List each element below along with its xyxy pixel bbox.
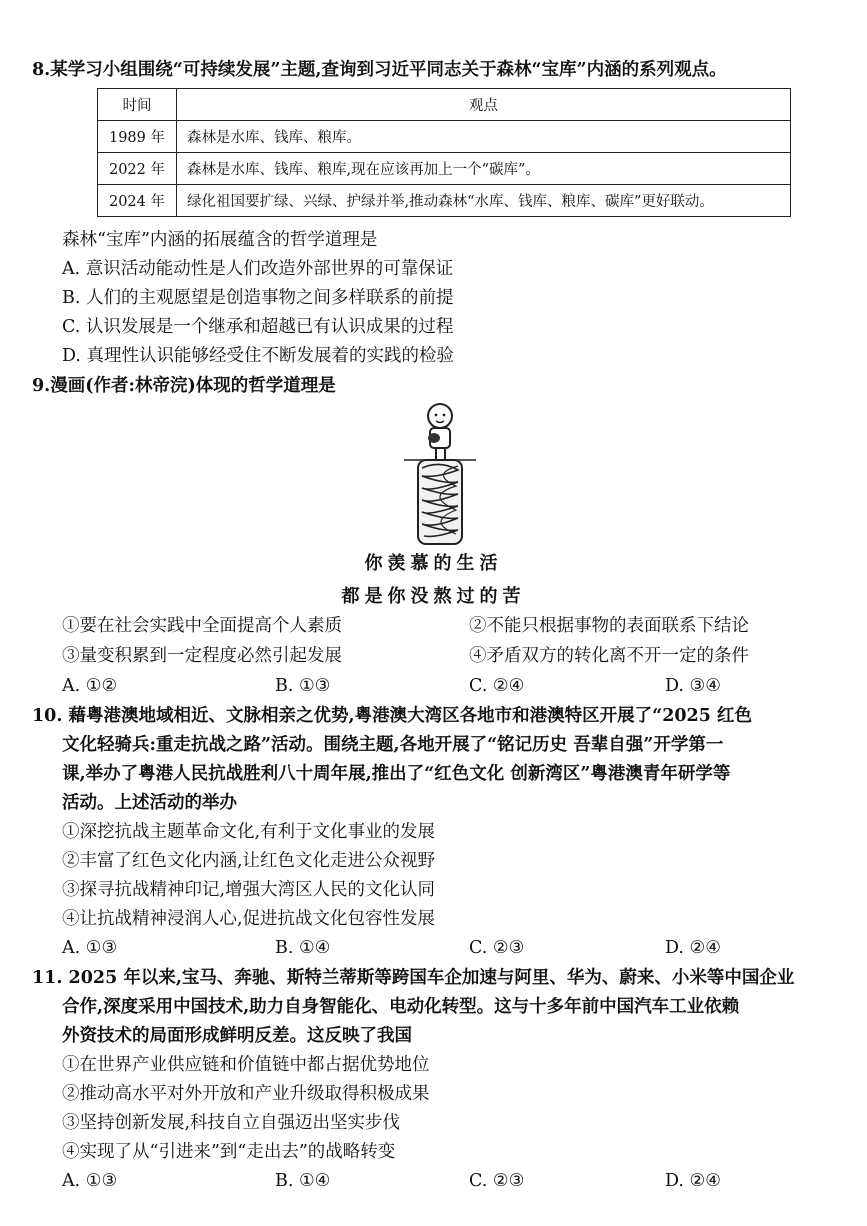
table-cell-year: 1989 年 [98, 121, 177, 153]
q11-choice-a[interactable]: A. ①③ [62, 1171, 118, 1191]
q9-statement-3: ③量变积累到一定程度必然引起发展 [62, 646, 342, 666]
table-row [98, 185, 791, 217]
q9-choice-b[interactable]: B. ①③ [275, 676, 331, 696]
q11-choice-c[interactable]: C. ②③ [469, 1171, 525, 1191]
table-cell-view: 森林是水库、钱库、粮库,现在应该再加上一个“碳库”。 [177, 153, 791, 185]
q8-option-d[interactable]: D. 真理性认识能够经受住不断发展着的实践的检验 [62, 346, 455, 366]
q9-statement-1: ①要在社会实践中全面提高个人素质 [62, 616, 342, 636]
q10-statement-4: ④让抗战精神浸润人心,促进抗战文化包容性发展 [62, 909, 436, 929]
cartoon-caption-line2: 都是你没熬过的苦 [341, 586, 526, 607]
table-cell-year: 2024 年 [98, 185, 177, 217]
q10-choice-d[interactable]: D. ②④ [665, 938, 721, 958]
table-cell-view: 绿化祖国要扩绿、兴绿、护绿并举,推动森林“水库、钱库、粮库、碳库”更好联动。 [177, 185, 791, 217]
table-row [98, 121, 791, 153]
q11-stem-line2: 合作,深度采用中国技术,助力自身智能化、电动化转型。这与十多年前中国汽车工业依赖 [62, 997, 740, 1017]
q11-stem-line1: 11. 2025 年以来,宝马、奔驰、斯特兰蒂斯等跨国车企加速与阿里、华为、蔚来、小米等中国企业 [32, 968, 795, 988]
q8-table [97, 88, 791, 217]
q10-stem-line4: 活动。上述活动的举办 [62, 793, 237, 813]
cartoon-illustration [400, 398, 480, 548]
q10-stem-line1: 10. 藉粤港澳地域相近、文脉相亲之优势,粤港澳大湾区各地市和港澳特区开展了“2025 红色 [32, 706, 752, 726]
table-header-time: 时间 [98, 89, 177, 121]
q11-statement-2: ②推动高水平对外开放和产业升级取得积极成果 [62, 1084, 430, 1104]
q10-statement-1: ①深挖抗战主题革命文化,有利于文化事业的发展 [62, 822, 436, 842]
q10-statement-2: ②丰富了红色文化内涵,让红色文化走进公众视野 [62, 851, 436, 871]
q8-option-b[interactable]: B. 人们的主观愿望是创造事物之间多样联系的前提 [62, 288, 454, 308]
q9-choice-a[interactable]: A. ①② [62, 676, 118, 696]
q10-stem-line3: 课,举办了粤港人民抗战胜利八十周年展,推出了“红色文化 创新湾区”粤港澳青年研学等 [62, 764, 731, 784]
q11-stem-line3: 外资技术的局面形成鲜明反差。这反映了我国 [62, 1026, 412, 1046]
q10-stem-line2: 文化轻骑兵:重走抗战之路”活动。围绕主题,各地开展了“铭记历史 吾辈自强”开学第一 [62, 735, 724, 755]
q11-choice-d[interactable]: D. ②④ [665, 1171, 721, 1191]
q9-choice-d[interactable]: D. ③④ [665, 676, 721, 696]
table-row [98, 153, 791, 185]
q11-statement-4: ④实现了从“引进来”到“走出去”的战略转变 [62, 1142, 396, 1162]
q9-statement-4: ④矛盾双方的转化离不开一定的条件 [469, 646, 749, 666]
q11-statement-1: ①在世界产业供应链和价值链中都占据优势地位 [62, 1055, 430, 1075]
q10-choice-c[interactable]: C. ②③ [469, 938, 525, 958]
q10-choice-a[interactable]: A. ①③ [62, 938, 118, 958]
table-header-row [98, 89, 791, 121]
table-header-view: 观点 [177, 89, 791, 121]
q8-stem: 8.某学习小组围绕“可持续发展”主题,查询到习近平同志关于森林“宝库”内涵的系列观点。 [32, 60, 727, 80]
q10-statement-3: ③探寻抗战精神印记,增强大湾区人民的文化认同 [62, 880, 436, 900]
q11-statement-3: ③坚持创新发展,科技自立自强迈出坚实步伐 [62, 1113, 401, 1133]
q8-option-a[interactable]: A. 意识活动能动性是人们改造外部世界的可靠保证 [62, 259, 454, 279]
table-cell-view: 森林是水库、钱库、粮库。 [177, 121, 791, 153]
table-cell-year: 2022 年 [98, 153, 177, 185]
q11-choice-b[interactable]: B. ①④ [275, 1171, 331, 1191]
q8-option-c[interactable]: C. 认识发展是一个继承和超越已有认识成果的过程 [62, 317, 454, 337]
q9-statement-2: ②不能只根据事物的表面联系下结论 [469, 616, 749, 636]
cartoon-caption-line1: 你羡慕的生活 [364, 553, 503, 574]
q9-stem: 9.漫画(作者:林帝浣)体现的哲学道理是 [32, 376, 336, 396]
q10-choice-b[interactable]: B. ①④ [275, 938, 331, 958]
q9-choice-c[interactable]: C. ②④ [469, 676, 525, 696]
q8-question: 森林“宝库”内涵的拓展蕴含的哲学道理是 [62, 230, 378, 250]
